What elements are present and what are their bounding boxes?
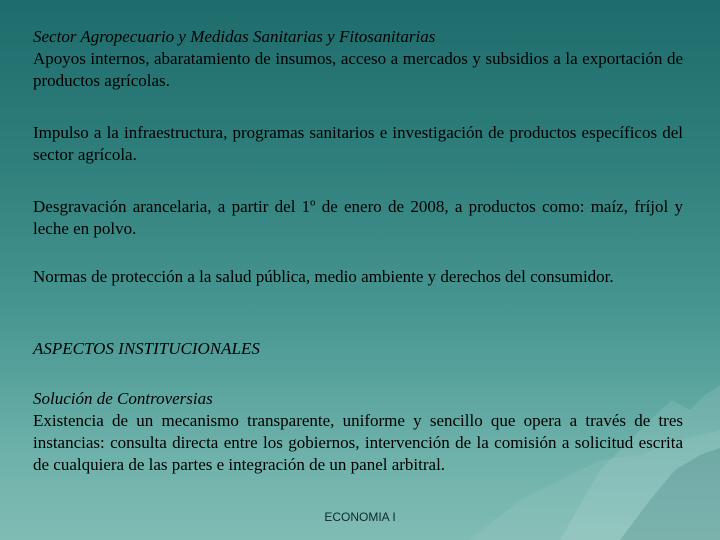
- section-desgravacion-paragraph: Desgravación arancelaria, a partir del 1º de enero de 2008, a productos como: maíz, fríjol y leche en polvo.: [33, 197, 683, 238]
- section-infraestructura-paragraph: Impulso a la infraestructura, programas sanitarios e investigación de productos específicos del sector agrícola.: [33, 123, 683, 164]
- section-controversias-paragraph: Existencia de un mecanismo transparente, uniforme y sencillo que opera a través de tres instancias: consulta directa entre los gobiernos, intervención de la comisión a solicitud escrita de cualquiera de las partes e integración de un panel arbitral.: [33, 411, 683, 474]
- section-desgravacion: [33, 196, 683, 240]
- section-agro-heading: Sector Agropecuario y Medidas Sanitarias y Fitosanitarias: [33, 27, 436, 46]
- section-infraestructura: [33, 122, 683, 166]
- slide-footer: ECONOMIA I: [324, 510, 396, 524]
- section-agro: [33, 26, 683, 92]
- section-aspectos: [33, 338, 683, 360]
- section-controversias: [33, 388, 683, 476]
- section-normas: [33, 266, 683, 288]
- section-controversias-heading: Solución de Controversias: [33, 389, 213, 408]
- section-agro-paragraph: Apoyos internos, abaratamiento de insumos, acceso a mercados y subsidios a la exportación de productos agrícolas.: [33, 49, 683, 90]
- section-normas-paragraph: Normas de protección a la salud pública, medio ambiente y derechos del consumidor.: [33, 267, 614, 286]
- section-aspectos-heading: ASPECTOS INSTITUCIONALES: [33, 339, 260, 358]
